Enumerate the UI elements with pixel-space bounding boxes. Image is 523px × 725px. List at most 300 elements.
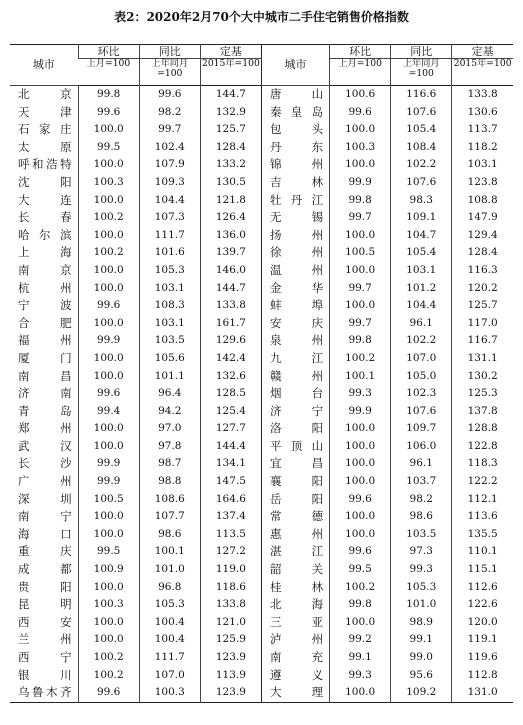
value-hb-left: 100.0 <box>78 420 139 438</box>
value-hb-left: 100.0 <box>78 368 139 386</box>
value-hb-left: 99.6 <box>78 104 139 122</box>
value-hb-right: 100.0 <box>330 262 391 280</box>
header-dj-left: 定基 <box>200 45 261 59</box>
table-row <box>10 315 513 333</box>
value-dj-right: 113.7 <box>452 121 513 139</box>
value-tb-left: 107.9 <box>139 156 200 174</box>
value-tb-right: 107.6 <box>391 174 452 192</box>
table-row <box>10 684 513 702</box>
city-name-left: 福州 <box>18 333 72 348</box>
value-tb-right: 96.1 <box>391 315 452 333</box>
value-tb-right: 101.2 <box>391 280 452 298</box>
value-dj-left: 121.8 <box>200 192 261 210</box>
table-row <box>10 86 513 104</box>
city-name-right: 岳阳 <box>261 491 329 509</box>
value-dj-left: 126.4 <box>200 209 261 227</box>
value-dj-right: 112.6 <box>452 579 513 597</box>
value-hb-right: 100.0 <box>330 614 391 632</box>
value-dj-right: 112.8 <box>452 667 513 685</box>
value-dj-right: 119.1 <box>452 631 513 649</box>
value-tb-right: 109.7 <box>391 420 452 438</box>
subheader-hb-right: 上月=100 <box>330 59 391 86</box>
value-hb-right: 99.2 <box>330 631 391 649</box>
value-hb-right: 100.6 <box>330 86 391 104</box>
city-name-right: 锦州 <box>261 156 329 174</box>
value-tb-right: 104.7 <box>391 227 452 245</box>
table-row <box>10 156 513 174</box>
value-hb-left: 99.5 <box>78 139 139 157</box>
value-tb-left: 96.4 <box>139 385 200 403</box>
table-row <box>10 649 513 667</box>
value-hb-right: 100.2 <box>330 350 391 368</box>
city-name-left: 青岛 <box>18 403 72 418</box>
value-hb-left: 100.0 <box>78 350 139 368</box>
city-name-left: 郑州 <box>18 421 72 436</box>
value-tb-left: 105.6 <box>139 350 200 368</box>
value-hb-right: 100.0 <box>330 227 391 245</box>
value-dj-right: 128.4 <box>452 244 513 262</box>
table-body <box>10 86 513 703</box>
value-dj-left: 133.2 <box>200 156 261 174</box>
subheader-tb-left: 上年同月=100 <box>139 59 200 86</box>
value-dj-left: 144.7 <box>200 86 261 104</box>
value-tb-left: 101.0 <box>139 561 200 579</box>
value-hb-left: 100.2 <box>78 209 139 227</box>
value-dj-left: 132.6 <box>200 368 261 386</box>
value-dj-left: 144.7 <box>200 280 261 298</box>
value-hb-right: 100.3 <box>330 139 391 157</box>
value-dj-left: 129.6 <box>200 332 261 350</box>
value-hb-left: 99.4 <box>78 403 139 421</box>
value-hb-right: 100.1 <box>330 368 391 386</box>
value-dj-left: 123.9 <box>200 684 261 702</box>
value-dj-right: 129.4 <box>452 227 513 245</box>
value-dj-right: 115.1 <box>452 561 513 579</box>
table-row <box>10 631 513 649</box>
value-tb-right: 101.0 <box>391 596 452 614</box>
table-row <box>10 262 513 280</box>
value-hb-left: 100.0 <box>78 262 139 280</box>
value-tb-left: 103.5 <box>139 332 200 350</box>
city-name-left: 西安 <box>18 614 72 629</box>
value-dj-right: 110.1 <box>452 543 513 561</box>
city-name-left: 乌鲁木齐 <box>18 685 72 700</box>
city-name-left: 银川 <box>18 667 72 682</box>
value-tb-left: 109.3 <box>139 174 200 192</box>
table-row <box>10 385 513 403</box>
value-dj-left: 134.1 <box>200 455 261 473</box>
value-dj-left: 118.6 <box>200 579 261 597</box>
table-row <box>10 526 513 544</box>
value-dj-right: 113.6 <box>452 508 513 526</box>
value-hb-left: 100.9 <box>78 561 139 579</box>
city-name-left: 宁波 <box>18 298 72 313</box>
value-dj-right: 122.2 <box>452 473 513 491</box>
value-tb-left: 100.4 <box>139 614 200 632</box>
value-tb-right: 98.6 <box>391 508 452 526</box>
value-hb-left: 100.0 <box>78 315 139 333</box>
value-hb-right: 100.0 <box>330 526 391 544</box>
city-name-left: 昆明 <box>18 597 72 612</box>
value-tb-right: 107.0 <box>391 350 452 368</box>
value-hb-left: 100.2 <box>78 667 139 685</box>
city-name-right: 温州 <box>261 262 329 280</box>
city-name-right: 泉州 <box>261 332 329 350</box>
table-row <box>10 543 513 561</box>
city-name-left: 北京 <box>18 87 72 101</box>
value-tb-left: 107.3 <box>139 209 200 227</box>
value-hb-right: 99.8 <box>330 332 391 350</box>
subheader-hb-left: 上月=100 <box>86 58 131 69</box>
value-tb-right: 107.6 <box>391 104 452 122</box>
value-hb-left: 99.6 <box>78 385 139 403</box>
city-name-right: 桂林 <box>261 579 329 597</box>
city-name-right: 蚌埠 <box>261 297 329 315</box>
value-tb-right: 102.2 <box>391 156 452 174</box>
value-dj-right: 131.0 <box>452 684 513 702</box>
value-hb-left: 100.2 <box>78 244 139 262</box>
value-hb-right: 100.0 <box>330 156 391 174</box>
value-tb-left: 105.3 <box>139 262 200 280</box>
value-tb-right: 99.0 <box>391 649 452 667</box>
table-row <box>10 332 513 350</box>
city-name-left: 西宁 <box>18 650 72 664</box>
value-dj-right: 131.1 <box>452 350 513 368</box>
value-dj-right: 130.2 <box>452 368 513 386</box>
value-tb-right: 95.6 <box>391 667 452 685</box>
table-row <box>10 368 513 386</box>
value-tb-right: 108.4 <box>391 139 452 157</box>
city-name-right: 丹东 <box>261 139 329 157</box>
value-dj-right: 116.7 <box>452 332 513 350</box>
header-dj-right: 定基 <box>452 45 513 59</box>
city-name-left: 南昌 <box>18 368 72 383</box>
header-hb-right: 环比 <box>330 45 391 59</box>
value-dj-right: 118.3 <box>452 455 513 473</box>
table-row <box>10 596 513 614</box>
header-tb-right: 同比 <box>391 45 452 59</box>
value-tb-left: 104.4 <box>139 192 200 210</box>
value-dj-left: 147.5 <box>200 473 261 491</box>
city-name-right: 南充 <box>261 649 329 667</box>
city-name-left: 太原 <box>18 139 72 154</box>
value-tb-left: 98.2 <box>139 104 200 122</box>
value-dj-left: 164.6 <box>200 491 261 509</box>
value-tb-left: 96.8 <box>139 579 200 597</box>
value-tb-right: 103.1 <box>391 262 452 280</box>
city-name-left: 上海 <box>18 245 72 260</box>
header-tb-left: 同比 <box>139 45 200 59</box>
city-name-right: 惠州 <box>261 526 329 544</box>
table-row <box>10 174 513 192</box>
header-hb-left: 环比 <box>78 45 139 59</box>
value-tb-left: 108.6 <box>139 491 200 509</box>
value-hb-left: 100.0 <box>78 156 139 174</box>
value-hb-right: 99.7 <box>330 280 391 298</box>
value-tb-right: 105.4 <box>391 244 452 262</box>
value-hb-right: 99.3 <box>330 667 391 685</box>
value-hb-left: 99.9 <box>78 332 139 350</box>
table-row <box>10 192 513 210</box>
header-city-left: 城市 <box>10 45 78 86</box>
value-dj-right: 117.0 <box>452 315 513 333</box>
value-dj-left: 127.7 <box>200 420 261 438</box>
value-dj-right: 125.3 <box>452 385 513 403</box>
value-hb-right: 99.9 <box>330 174 391 192</box>
value-tb-right: 106.0 <box>391 438 452 456</box>
value-dj-right: 137.8 <box>452 403 513 421</box>
table-row <box>10 139 513 157</box>
city-name-left: 武汉 <box>18 438 72 453</box>
value-hb-right: 100.5 <box>330 244 391 262</box>
value-dj-right: 120.2 <box>452 280 513 298</box>
value-tb-right: 98.9 <box>391 614 452 632</box>
city-name-right: 唐山 <box>261 86 329 104</box>
value-dj-left: 132.9 <box>200 104 261 122</box>
value-dj-right: 112.1 <box>452 491 513 509</box>
city-name-right: 吉林 <box>261 174 329 192</box>
city-name-right: 湛江 <box>261 543 329 561</box>
value-hb-right: 100.0 <box>330 420 391 438</box>
value-dj-right: 128.8 <box>452 420 513 438</box>
value-tb-left: 111.7 <box>139 649 200 667</box>
city-name-right: 大理 <box>261 684 329 702</box>
city-name-right: 金华 <box>261 280 329 298</box>
value-tb-left: 102.4 <box>139 139 200 157</box>
value-dj-left: 142.4 <box>200 350 261 368</box>
value-dj-left: 125.4 <box>200 403 261 421</box>
value-dj-left: 123.9 <box>200 649 261 667</box>
city-name-right: 包头 <box>261 121 329 139</box>
city-name-right: 安庆 <box>261 315 329 333</box>
value-hb-right: 99.1 <box>330 649 391 667</box>
city-name-left: 厦门 <box>18 350 72 365</box>
value-hb-left: 100.0 <box>78 526 139 544</box>
value-dj-right: 135.5 <box>452 526 513 544</box>
value-dj-right: 103.1 <box>452 156 513 174</box>
value-tb-right: 103.5 <box>391 526 452 544</box>
table-row <box>10 209 513 227</box>
table-row <box>10 561 513 579</box>
value-hb-left: 100.0 <box>78 614 139 632</box>
value-hb-right: 100.0 <box>330 473 391 491</box>
value-dj-left: 113.9 <box>200 667 261 685</box>
value-hb-right: 100.0 <box>330 684 391 702</box>
value-dj-left: 136.0 <box>200 227 261 245</box>
value-hb-right: 100.0 <box>330 297 391 315</box>
value-hb-left: 99.9 <box>78 473 139 491</box>
value-tb-right: 105.4 <box>391 121 452 139</box>
value-tb-left: 103.1 <box>139 280 200 298</box>
city-name-left: 兰州 <box>18 632 72 647</box>
value-tb-right: 98.2 <box>391 491 452 509</box>
table-row <box>10 420 513 438</box>
table-row <box>10 350 513 368</box>
value-tb-left: 99.6 <box>139 86 200 104</box>
value-hb-left: 99.5 <box>78 543 139 561</box>
city-name-left: 广州 <box>18 474 72 489</box>
value-dj-left: 161.7 <box>200 315 261 333</box>
city-name-left: 南京 <box>18 262 72 277</box>
value-tb-left: 98.7 <box>139 455 200 473</box>
value-tb-right: 109.2 <box>391 684 452 702</box>
value-hb-left: 100.3 <box>78 174 139 192</box>
value-hb-right: 99.6 <box>330 543 391 561</box>
value-tb-right: 107.6 <box>391 403 452 421</box>
table-row <box>10 473 513 491</box>
value-tb-right: 102.3 <box>391 385 452 403</box>
value-tb-left: 100.1 <box>139 543 200 561</box>
value-hb-right: 99.7 <box>330 209 391 227</box>
city-name-left: 深圳 <box>18 491 72 506</box>
value-tb-right: 98.3 <box>391 192 452 210</box>
value-hb-left: 100.0 <box>78 438 139 456</box>
table-row <box>10 438 513 456</box>
value-tb-left: 100.3 <box>139 684 200 702</box>
city-name-right: 秦皇岛 <box>261 104 329 122</box>
value-hb-right: 100.0 <box>330 438 391 456</box>
value-dj-left: 133.8 <box>200 297 261 315</box>
city-name-left: 杭州 <box>18 280 72 295</box>
value-hb-right: 99.8 <box>330 596 391 614</box>
value-hb-left: 100.0 <box>78 508 139 526</box>
price-index-table <box>10 44 513 703</box>
city-name-right: 常德 <box>261 508 329 526</box>
table-row <box>10 297 513 315</box>
city-name-left: 贵阳 <box>18 579 72 594</box>
value-hb-left: 100.0 <box>78 579 139 597</box>
value-tb-left: 111.7 <box>139 227 200 245</box>
value-hb-right: 100.2 <box>330 579 391 597</box>
value-dj-left: 125.9 <box>200 631 261 649</box>
value-hb-right: 99.9 <box>330 403 391 421</box>
value-tb-left: 94.2 <box>139 403 200 421</box>
value-tb-right: 109.1 <box>391 209 452 227</box>
value-tb-left: 98.8 <box>139 473 200 491</box>
value-tb-right: 102.2 <box>391 332 452 350</box>
value-tb-right: 105.0 <box>391 368 452 386</box>
value-hb-right: 99.3 <box>330 385 391 403</box>
value-hb-right: 100.0 <box>330 508 391 526</box>
value-dj-left: 127.2 <box>200 543 261 561</box>
table-title: 表2：2020年2月70个大中城市二手住宅销售价格指数 <box>114 10 409 24</box>
value-dj-left: 113.5 <box>200 526 261 544</box>
table-row <box>10 244 513 262</box>
subheader-dj-left: 2015年=100 <box>200 59 261 86</box>
city-name-right: 襄阳 <box>261 473 329 491</box>
value-dj-right: 130.6 <box>452 104 513 122</box>
city-name-right: 泸州 <box>261 631 329 649</box>
city-name-right: 韶关 <box>261 561 329 579</box>
value-hb-left: 100.5 <box>78 491 139 509</box>
city-name-left: 重庆 <box>18 544 72 559</box>
city-name-left: 合肥 <box>18 315 72 330</box>
value-dj-left: 119.0 <box>200 561 261 579</box>
value-dj-left: 144.4 <box>200 438 261 456</box>
city-name-left: 长春 <box>18 210 72 225</box>
value-dj-left: 128.5 <box>200 385 261 403</box>
value-dj-left: 121.0 <box>200 614 261 632</box>
city-name-right: 济宁 <box>261 403 329 421</box>
value-hb-left: 99.6 <box>78 297 139 315</box>
value-tb-left: 99.7 <box>139 121 200 139</box>
city-name-left: 呼和浩特 <box>18 157 72 172</box>
value-dj-right: 108.8 <box>452 192 513 210</box>
value-tb-right: 97.3 <box>391 543 452 561</box>
table-row <box>10 491 513 509</box>
value-hb-left: 99.8 <box>78 86 139 104</box>
table-row <box>10 455 513 473</box>
city-name-left: 成都 <box>18 562 72 577</box>
value-hb-right: 99.6 <box>330 491 391 509</box>
value-hb-left: 100.0 <box>78 280 139 298</box>
city-name-right: 遵义 <box>261 667 329 685</box>
table-row <box>10 614 513 632</box>
city-name-left: 天津 <box>18 104 72 119</box>
value-tb-left: 107.7 <box>139 508 200 526</box>
value-tb-left: 97.8 <box>139 438 200 456</box>
value-hb-left: 100.2 <box>78 649 139 667</box>
value-dj-left: 130.5 <box>200 174 261 192</box>
value-tb-left: 101.6 <box>139 244 200 262</box>
value-dj-right: 133.8 <box>452 86 513 104</box>
city-name-left: 长沙 <box>18 456 72 471</box>
value-hb-right: 100.0 <box>330 121 391 139</box>
value-tb-right: 105.3 <box>391 579 452 597</box>
value-tb-left: 107.0 <box>139 667 200 685</box>
value-tb-right: 99.3 <box>391 561 452 579</box>
value-tb-left: 98.6 <box>139 526 200 544</box>
value-tb-left: 108.3 <box>139 297 200 315</box>
table-row <box>10 508 513 526</box>
value-tb-right: 99.1 <box>391 631 452 649</box>
value-dj-right: 122.6 <box>452 596 513 614</box>
value-dj-right: 122.8 <box>452 438 513 456</box>
value-hb-left: 99.6 <box>78 684 139 702</box>
city-name-right: 扬州 <box>261 227 329 245</box>
table-row <box>10 104 513 122</box>
table-row <box>10 667 513 685</box>
city-name-right: 北海 <box>261 596 329 614</box>
city-name-right: 洛阳 <box>261 420 329 438</box>
city-name-right: 烟台 <box>261 385 329 403</box>
value-tb-left: 101.1 <box>139 368 200 386</box>
value-tb-right: 103.7 <box>391 473 452 491</box>
value-hb-right: 99.6 <box>330 104 391 122</box>
value-tb-left: 100.4 <box>139 631 200 649</box>
value-dj-right: 118.2 <box>452 139 513 157</box>
value-dj-left: 125.7 <box>200 121 261 139</box>
value-hb-left: 99.9 <box>78 455 139 473</box>
value-hb-left: 100.3 <box>78 596 139 614</box>
city-name-left: 南宁 <box>18 509 72 524</box>
city-name-left: 哈尔滨 <box>18 227 72 242</box>
table-row <box>10 280 513 298</box>
city-name-left: 沈阳 <box>18 174 72 189</box>
value-dj-left: 133.8 <box>200 596 261 614</box>
city-name-right: 平顶山 <box>261 438 329 456</box>
value-dj-right: 123.8 <box>452 174 513 192</box>
city-name-right: 赣州 <box>261 368 329 386</box>
value-hb-right: 100.0 <box>330 455 391 473</box>
value-dj-right: 120.0 <box>452 614 513 632</box>
value-hb-right: 99.5 <box>330 561 391 579</box>
subheader-dj-right: 2015年=100 <box>452 59 513 86</box>
table-row <box>10 227 513 245</box>
value-hb-right: 99.7 <box>330 315 391 333</box>
value-tb-left: 105.3 <box>139 596 200 614</box>
table-row <box>10 121 513 139</box>
